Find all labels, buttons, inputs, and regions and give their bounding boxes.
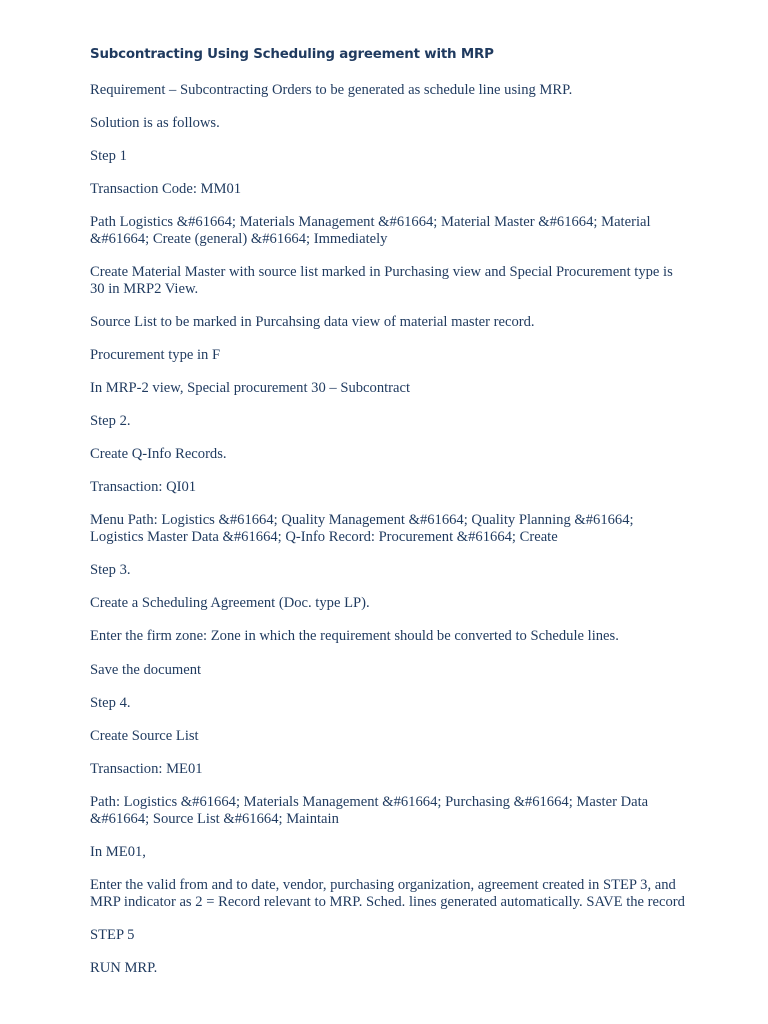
paragraph-save-document: Save the document (90, 662, 202, 678)
paragraph-create-source-list: Create Source List (90, 728, 199, 744)
paragraph-transaction-me01: Transaction: ME01 (90, 761, 203, 777)
paragraph-solution: Solution is as follows. (90, 115, 220, 131)
paragraph-requirement: Requirement – Subcontracting Orders to be generated as schedule line using MRP. (90, 82, 573, 98)
paragraph-transaction-mm01: Transaction Code: MM01 (90, 181, 242, 197)
paragraph-mrp2-view: In MRP-2 view, Special procurement 30 – Subcontract (90, 380, 411, 396)
paragraph-path-mm01: Path Logistics &#61664; Materials Management &#61664; Material Master &#61664; Material &#61664; Create (general) &#61664; Immediately (90, 214, 651, 247)
document-title: Subcontracting Using Scheduling agreement with MRP (90, 47, 494, 62)
paragraph-path-me01: Path: Logistics &#61664; Materials Management &#61664; Purchasing &#61664; Master Data &#61664; Source List &#61664; Maintain (90, 794, 649, 827)
paragraph-firm-zone: Enter the firm zone: Zone in which the requirement should be converted to Schedule lines. (90, 628, 619, 644)
paragraph-transaction-qi01: Transaction: QI01 (90, 479, 197, 495)
paragraph-step-2: Step 2. (90, 413, 131, 429)
paragraph-step-3: Step 3. (90, 562, 131, 578)
paragraph-source-list-note: Source List to be marked in Purcahsing data view of material master record. (90, 314, 535, 330)
paragraph-step-4: Step 4. (90, 695, 131, 711)
paragraph-step-5: STEP 5 (90, 927, 135, 943)
paragraph-create-qinfo: Create Q-Info Records. (90, 446, 227, 462)
paragraph-create-scheduling: Create a Scheduling Agreement (Doc. type LP). (90, 595, 370, 611)
paragraph-enter-valid-dates: Enter the valid from and to date, vendor, purchasing organization, agreement created in STEP 3, and MRP indicator as 2 = Record relevant to MRP. Sched. lines generated automatically. SAVE the record (90, 877, 685, 910)
paragraph-run-mrp: RUN MRP. (90, 960, 158, 976)
paragraph-procurement-type: Procurement type in F (90, 347, 221, 363)
paragraph-step-1: Step 1 (90, 148, 127, 164)
paragraph-menu-path-qi01: Menu Path: Logistics &#61664; Quality Management &#61664; Quality Planning &#61664; Logistics Master Data &#61664; Q-Info Record: Procurement &#61664; Create (90, 512, 634, 545)
paragraph-in-me01: In ME01, (90, 844, 146, 860)
paragraph-create-material: Create Material Master with source list marked in Purchasing view and Special Procurement type is 30 in MRP2 View. (90, 264, 673, 297)
